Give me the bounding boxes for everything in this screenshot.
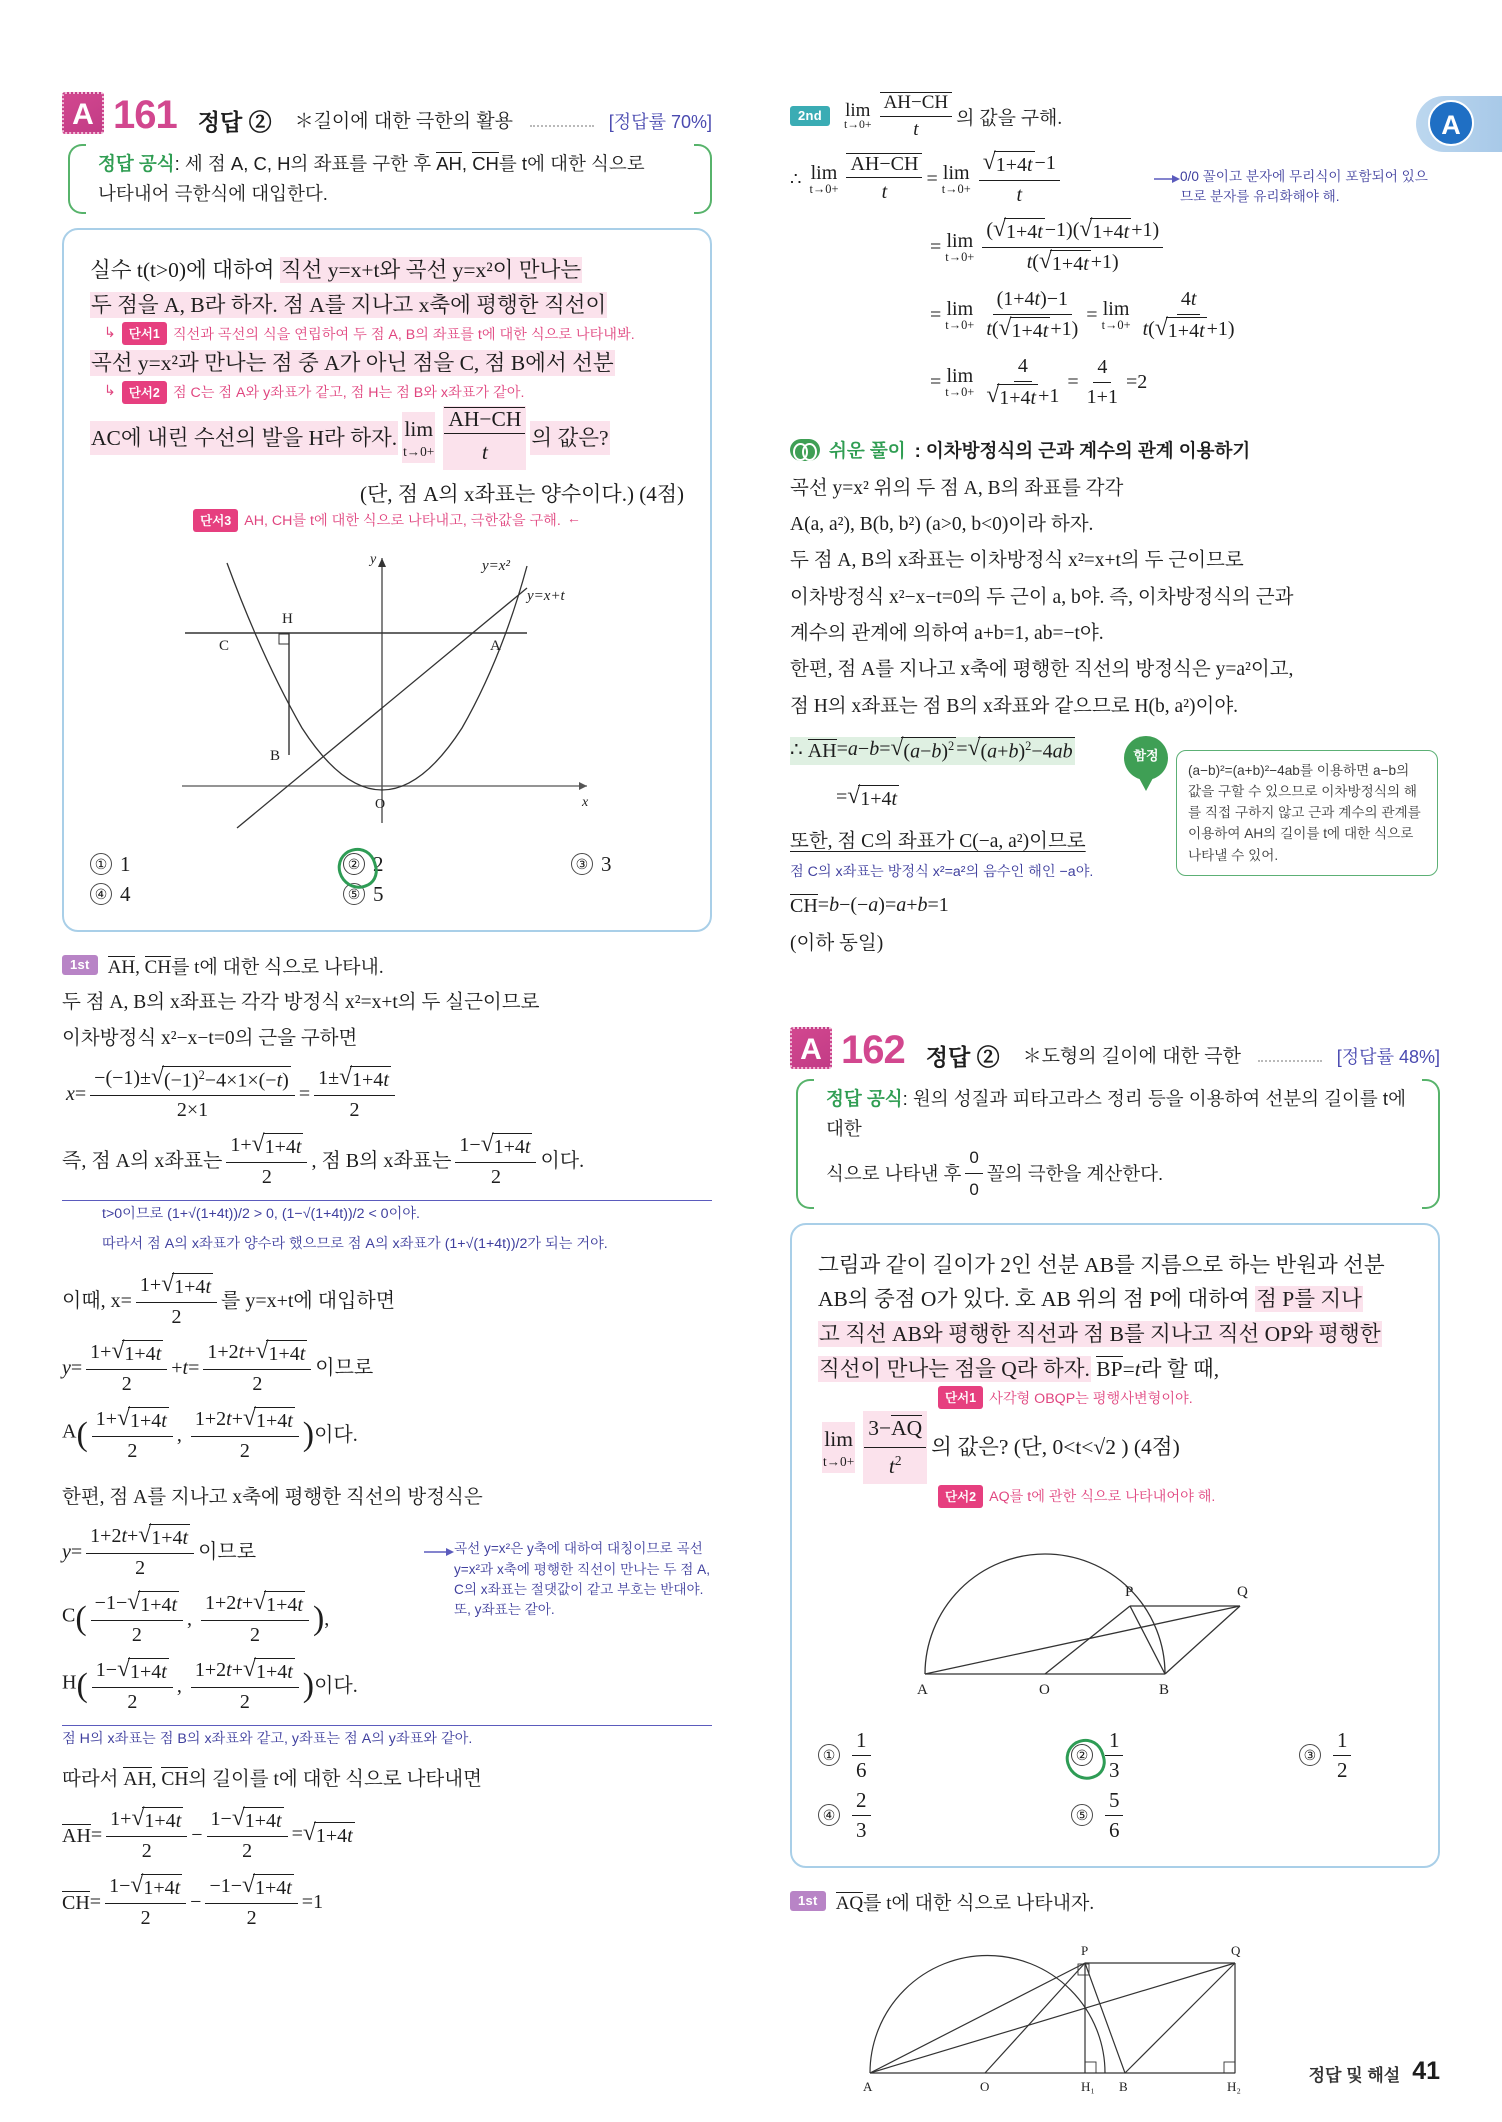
step1-p2: 이차방정식 x²−x−t=0의 근을 구하면 (62, 1028, 358, 1050)
CH-result: 1 (313, 1890, 324, 1913)
problem-162-formula-callout (796, 1079, 1440, 1209)
problem-161-number: 161 (113, 93, 177, 137)
choice162-row-1 (818, 1728, 1412, 1783)
hint-arrow-icon: ↳ (104, 325, 116, 341)
step1-substitute: 이때, x= 1+ √ 1+4t 2 를 y=x+t에 대입하면 (62, 1270, 396, 1328)
problem-161-rate: [정답률 70%] (608, 112, 712, 133)
quad-frac-2: 1± √ 1+4t 2 (314, 1066, 395, 1123)
step2-line3: = lim t→0+ (1+4t)−1 t( √ 1+4t +1) = lim t→0+ 4t t( √ 1+4t +1) (930, 287, 1235, 342)
choice162-num-5: 5 (1105, 1788, 1124, 1816)
q162-l2-plain: AB의 중점 O가 있다. 호 AB 위의 점 P에 대하여 (818, 1287, 1256, 1312)
binoculars-icon (790, 439, 820, 461)
formula-text-a: : 세 점 A, C, H의 좌표를 구한 후 (174, 153, 437, 174)
leader-dots (530, 125, 594, 127)
svg-text:A: A (490, 637, 501, 654)
problem-161-card (62, 228, 712, 932)
choice-text-1: 1 (120, 851, 131, 876)
step1-note-1: t>0이므로 (1+√(1+4t))/2 > 0, (1−√(1+4t))/2 < 0이야. (102, 1206, 420, 1223)
step1-point-C: C( −1− √ 1+4t 2 , 1+2t+ √ 1+4t 2 ) , (62, 1589, 330, 1647)
q162-hint-1 (938, 1386, 1412, 1409)
choice162-5[interactable] (1016, 1788, 1214, 1843)
step2-lim-sub: t→0+ (844, 118, 872, 132)
choice-mark-4: ④ (90, 883, 112, 905)
q162-lim-sub: t→0+ (823, 1453, 855, 1469)
q161-line4 (90, 406, 684, 470)
step2-tail: 의 값을 구해. (956, 107, 1063, 129)
point-H-tail: 이다. (314, 1675, 358, 1698)
right-column (790, 92, 1440, 2108)
q161-line2 (90, 289, 684, 322)
q162-hint-2 (938, 1485, 1412, 1508)
step1-point-A: A( 1+ √ 1+4t 2 , 1+2t+ √ 1+4t 2 ) 이다. (62, 1404, 358, 1462)
choice162-den-3: 2 (1336, 1757, 1348, 1782)
footer-label: 정답 및 해설 (1308, 2066, 1401, 2085)
svg-text:y: y (370, 551, 377, 567)
easy-l7: 점 H의 x좌표는 점 B의 x좌표와 같으므로 H(b, a²)이야. (790, 695, 1239, 717)
side-note-3-text: 곡선 y=x²은 y축에 대하여 대칭이므로 곡선 y=x²과 x축에 평행한 직선이 만나는 두 점 A, C의 x좌표는 절댓값이 같고 부호는 반대야. 또, y좌표는 같아. (454, 1541, 710, 1618)
step-tail: 를 t에 대한 식으로 나타내. (171, 956, 384, 978)
step1-note-4: 점 H의 x좌표는 점 B의 x좌표와 같고, y좌표는 점 A의 y좌표와 같아. (62, 1731, 473, 1748)
fig2-label-P: P (1081, 1942, 1089, 1958)
step2-num: AH−CH (880, 92, 953, 117)
step1-note-2: 따라서 점 A의 x좌표가 양수라 했으므로 점 A의 x좌표가 (1+√(1+4t))/2가 되는 거야. (102, 1235, 608, 1252)
choice162-mark-3: ③ (1299, 1744, 1321, 1766)
q162-line2 (818, 1283, 1412, 1316)
choice-3[interactable] (486, 852, 684, 877)
problem-161-topic: ＊길이에 대한 극한의 활용 (294, 111, 513, 133)
easy-l12: (이하 동일) (790, 933, 884, 955)
svg-text:O: O (375, 796, 386, 812)
hint-text-162-1: 사각형 OBQP는 평행사변형이야. (989, 1390, 1193, 1407)
roots-text-a: 즉, 점 A의 x좌표는 (62, 1150, 223, 1173)
q161-l3-hl: 곡선 y=x²과 만나는 점 중 A가 아닌 점을 C, 점 B에서 선분 (91, 351, 614, 376)
roots-text-c: 이다. (540, 1150, 585, 1173)
step2-lim: lim (845, 100, 871, 122)
formula-text-b: , (461, 153, 473, 174)
easy-note-C: 점 C의 x좌표는 방정식 x²=a²의 음수인 해인 −a야. (790, 864, 1094, 881)
step-2nd-161 (790, 92, 1440, 141)
q161-hint-3 (90, 509, 684, 532)
easy-AH-result: = √ 1+4t (836, 782, 898, 810)
hint-text-3: AH, CH를 t에 대한 식으로 나타내고, 극한값을 구해. (244, 513, 561, 530)
bracket-left (796, 1079, 814, 1209)
svg-text:C: C (219, 637, 230, 654)
step-ovl-ah: AH (107, 956, 136, 978)
problem-161-badge: A (62, 92, 104, 134)
frac-numerator: AH−CH (444, 407, 525, 434)
step1-side-note-3 (454, 1539, 710, 1621)
bracket-right (1422, 1079, 1440, 1209)
choice-5[interactable] (288, 882, 486, 907)
choice162-mark-1: ① (818, 1744, 840, 1766)
choice162-num-1: 1 (852, 1728, 871, 1756)
bracket-left (68, 144, 86, 214)
step-ovl-ch: CH (144, 956, 172, 978)
step1-p7: 한편, 점 A를 지나고 x축에 평행한 직선의 방정식은 (62, 1486, 483, 1508)
easy-l3: 두 점 A, B의 x좌표는 이차방정식 x²=x+t의 두 근이므로 (790, 550, 1244, 572)
easy-l10: 또한, 점 C의 좌표가 C(−a, a²)이므로 (790, 830, 1086, 852)
step1-line-eq: y = 1+2t+ √ 1+4t 2 이므로 (62, 1522, 257, 1580)
formula-line2: 나타내어 극한식에 대입한다. (98, 182, 328, 204)
easy-l4: 이차방정식 x²−x−t=0의 두 근이 a, b야. 즉, 이차방정식의 근과 (790, 586, 1294, 608)
hint-tag-162-1: 단서1 (938, 1386, 983, 1409)
q161-hint-1 (104, 322, 684, 345)
choice-row-1 (90, 852, 684, 877)
choice162-mark-2: ② (1071, 1744, 1093, 1766)
final-frac-den: 1+1 (1086, 385, 1118, 408)
trap-note-box (1176, 750, 1438, 876)
fig162-label-Q: Q (1237, 1583, 1248, 1600)
step2-line1: ∴ lim t→0+ $\frac{AH-CH}{t}$ = lim t→0+ √ 1+4t −1 t (790, 151, 1440, 208)
q161-l1-plain: 실수 t(t>0)에 대하여 (90, 257, 280, 282)
fig2-label-B: B (1119, 2078, 1128, 2094)
problem-161-header (62, 92, 712, 137)
problem-162-card (790, 1223, 1440, 1868)
easy-title-2: : 이차방정식의 근과 계수의 관계 이용하기 (914, 439, 1251, 461)
problem-162-answer: 정답 ② (925, 1043, 1000, 1070)
step-tag-162-1st: 1st (790, 1891, 826, 1911)
svg-text:y=x²: y=x² (482, 557, 510, 574)
choice162-den-2: 3 (1108, 1757, 1120, 1782)
problem-162-topic: ＊도형의 길이에 대한 극한 (1022, 1045, 1241, 1067)
point-A-tail: 이다. (314, 1423, 358, 1446)
choice162-mark-4: ④ (818, 1804, 840, 1826)
lim-word: lim (404, 417, 434, 442)
step-1st-161 (62, 952, 712, 979)
q162-l2-hl: 점 P를 지나 (1256, 1287, 1362, 1312)
formula-162-fden: 0 (969, 1180, 979, 1200)
step-2nd-title (840, 92, 1062, 141)
choice-text-4: 4 (120, 881, 131, 906)
choice-mark-2: ② (343, 853, 365, 875)
choice-text-5: 5 (372, 881, 384, 906)
svg-text:y=x+t: y=x+t (527, 587, 565, 604)
trap-note-text: (a−b)²=(a+b)²−4ab를 이용하면 a−b의 값을 구할 수 있으므로 이차방정식의 해를 직접 구하지 않고 근과 계수의 관계를 이용하여 AH의 길이를 t에 대한 식으로 나타낼 수 있어. (1188, 762, 1421, 863)
leader-dots (1258, 1060, 1322, 1062)
step162-ovl-aq: AQ (835, 1892, 864, 1914)
choice-1[interactable] (90, 852, 288, 877)
easy-l2: A(a, a²), B(b, b²) (a>0, b<0)이라 하자. (790, 513, 1094, 535)
fig2-label-H1: H₁ (1081, 2078, 1095, 2094)
trap-pin-label: 함정 (1133, 747, 1159, 763)
q162-l4-hl: 직선이 만나는 점을 Q라 하자. (819, 1356, 1090, 1381)
roots-text-b: , 점 B의 x좌표는 (311, 1150, 452, 1173)
choice162-2[interactable] (1016, 1728, 1214, 1783)
easy-l1: 곡선 y=x² 위의 두 점 A, B의 좌표를 각각 (790, 477, 1124, 499)
note-underline-1 (62, 1200, 712, 1201)
easy-AH-derivation: ∴ AH =a−b= √ $(a-b)^2$ = √ $(a+b)^2-4ab$ (790, 735, 1073, 763)
choice-text-2: 2 (372, 851, 384, 876)
step162-tail: 를 t에 대한 식으로 나타내자. (863, 1892, 1095, 1914)
fig162-label-O: O (1039, 1681, 1050, 1698)
subst-text-b: 를 y=x+t에 대입하면 (221, 1289, 396, 1312)
final-frac-num: 4 (1093, 355, 1111, 383)
choice162-den-5: 6 (1108, 1817, 1120, 1842)
problem-161-choices (90, 852, 684, 907)
step2-limit-block (790, 148, 1440, 208)
q162-l5-tail: 의 값은? (단, 0<t<√2 ) (4점) (931, 1435, 1180, 1460)
step-162-title (836, 1888, 1094, 1915)
problem-161-answer: 정답 ② (197, 108, 272, 135)
fig2-label-Q: Q (1231, 1942, 1241, 1958)
problem-161-figure (127, 538, 647, 838)
problem-162-header (790, 1027, 1440, 1072)
note-arrow-icon (1154, 172, 1180, 186)
fig2-label-H2: H₂ (1227, 2078, 1241, 2094)
choice-text-3: 3 (600, 851, 612, 876)
choice162-den-1: 6 (856, 1757, 867, 1782)
hint-tag-162-2: 단서2 (938, 1485, 983, 1508)
svg-text:x: x (582, 794, 589, 810)
hint-text-2: 점 C는 점 A와 y좌표가 같고, 점 H는 점 B와 x좌표가 같아. (172, 385, 525, 402)
step1-AH-calc: AH = 1+ √ 1+4t 2 − 1− √ 1+4t 2 = √ 1+4t (62, 1804, 353, 1862)
easy-title-1: 쉬운 풀이 (829, 439, 906, 461)
step2-note-text: 0/0 꼴이고 분자에 무리식이 포함되어 있으므로 분자를 유리화해야 해. (1180, 168, 1428, 204)
q161-fraction (443, 406, 526, 470)
formula-162-l2b: 꼴의 극한을 계산한다. (986, 1162, 1164, 1184)
easy-l5: 계수의 관계에 의하여 a+b=1, ab=−t야. (790, 622, 1104, 644)
lim-subscript: t→0+ (403, 444, 435, 460)
note-arrow-icon (424, 1545, 454, 1559)
bracket-right (694, 144, 712, 214)
q161-line1 (90, 254, 684, 287)
easy-CH-calc: CH =b−(−a)=a+b=1 (790, 894, 949, 918)
choice-4[interactable] (90, 882, 288, 907)
easy-solution-header (790, 437, 1440, 463)
q161-limit (402, 412, 435, 463)
q161-line3 (90, 347, 684, 380)
problem-161-formula-callout (68, 144, 712, 214)
step-mid: , (135, 956, 145, 978)
formula-162-line2 (826, 1144, 1410, 1204)
formula-label: 정답 공식 (98, 153, 175, 174)
hint-text-1: 직선과 곡선의 식을 연립하여 두 점 A, B의 좌표를 t에 대한 식으로 나타내봐. (172, 326, 635, 343)
line-eq-tail: 이므로 (198, 1541, 257, 1564)
frac-denominator: t (481, 440, 488, 465)
step-1st-162 (790, 1888, 1440, 1915)
problem-162-number: 162 (841, 1027, 905, 1072)
step1-quadratic: x = −(−1)± √ $(-1)^2-4\times 1\times(-t)$ 2×1 = 1± √ 1+4t 2 (66, 1066, 712, 1124)
problem-162-figure (865, 1514, 1365, 1714)
choice-row-2 (90, 882, 684, 907)
q162-line5: lim t→0+ $\frac{3-AQ}{t^2}$ 의 값은? (단, 0<t<√2 ) (4점) (818, 1411, 1412, 1483)
q162-line4: 직선이 만나는 점을 Q라 하자. BP=t라 할 때, (819, 1356, 1220, 1381)
q162-line3 (818, 1318, 1412, 1351)
hint-arrow-icon: ↳ (104, 384, 116, 400)
problem-162-choices (818, 1728, 1412, 1843)
q162-line1: 그림과 같이 길이가 2인 선분 AB를 지름으로 하는 반원과 선분 (818, 1252, 1385, 1277)
problem-162-rate: [정답률 48%] (1336, 1047, 1440, 1068)
choice162-4[interactable] (818, 1788, 1016, 1843)
formula-label-162: 정답 공식 (826, 1087, 903, 1109)
choice162-num-2: 1 (1105, 1728, 1124, 1756)
q161-l4-hl: AC에 내린 수선의 발을 H라 하자. (90, 421, 398, 456)
fig2-label-A: A (863, 2078, 873, 2094)
y-value-tail: 이므로 (315, 1356, 374, 1379)
step1-p1: 두 점 A, B의 x좌표는 각각 방정식 x²=x+t의 두 실근이므로 (62, 991, 540, 1013)
fig162-label-A: A (917, 1681, 928, 1698)
q162-lim: lim (824, 1427, 853, 1452)
footer-page-number: 41 (1412, 2057, 1440, 2085)
step2-den: t (913, 118, 919, 140)
step1-CH-calc: CH = 1− √ 1+4t 2 − −1− √ 1+4t 2 = 1 (62, 1871, 324, 1929)
formula-162-l2a: 식으로 나타낸 후 (826, 1162, 962, 1184)
easy-l6: 한편, 점 A를 지나고 x축에 평행한 직선의 방정식은 y=a²이고, (790, 659, 1294, 681)
formula-162-fnum: 0 (965, 1144, 982, 1175)
hint-tag-2: 단서2 (122, 381, 167, 404)
quad-frac-1: −(−1)± √ $(-1)^2-4\times 1\times(-t)$ 2×1 (90, 1066, 295, 1124)
q161-condition: (단, 점 A의 x좌표는 양수이다.) (4점) (359, 481, 684, 506)
q162-l3-hl: 고 직선 AB와 평행한 직선과 점 B를 지나고 직선 OP와 평행한 (819, 1322, 1381, 1347)
step1-roots: 즉, 점 A의 x좌표는 1+ √ 1+4t 2 , 점 B의 x좌표는 1− √ 1+4t 2 이다. (62, 1131, 585, 1189)
step2-side-note (1180, 167, 1430, 208)
step-tag-2nd: 2nd (790, 106, 830, 126)
choice-mark-1: ① (90, 853, 112, 875)
step2-line4: = lim t→0+ 4 √ 1+4t +1 = $\frac{4}{1+1}$ = 2 (930, 354, 1148, 409)
trap-pin-icon (1124, 736, 1168, 780)
step1-y-value: y = 1+ √ 1+4t 2 +t= 1+2t+ √ 1+4t 2 이므로 (62, 1337, 374, 1395)
step-1st-title (108, 952, 384, 979)
choice-mark-5: ⑤ (343, 883, 365, 905)
choice162-den-4: 3 (856, 1817, 867, 1842)
step1-p9: 따라서 AH, CH의 길이를 t에 대한 식으로 나타내면 (62, 1769, 482, 1791)
q161-hint-2 (104, 381, 684, 404)
hint-tag-3: 단서3 (193, 509, 238, 532)
choice162-1[interactable] (818, 1728, 1016, 1783)
svg-text:H: H (282, 610, 293, 627)
formula-ovl-ah: AH (436, 153, 462, 174)
svg-text:B: B (270, 747, 281, 764)
choice162-num-4: 2 (852, 1788, 871, 1816)
choice162-3[interactable] (1214, 1728, 1412, 1783)
formula-ovl-ch: CH (472, 153, 499, 174)
fig162-label-P: P (1125, 1583, 1134, 1600)
choice162-row-2 (818, 1788, 1412, 1843)
corner-section-letter: A (1428, 100, 1474, 146)
choice-mark-3: ③ (571, 853, 593, 875)
page-footer (1309, 2057, 1440, 2086)
q161-l4-tail: 의 값은? (530, 421, 609, 456)
fig2-label-O: O (980, 2078, 990, 2094)
choice-2[interactable] (288, 852, 486, 877)
hint-arrow-icon: ← (566, 512, 581, 528)
note-underline-2 (62, 1725, 712, 1726)
left-column (62, 92, 712, 1941)
q161-l1-hl: 직선 y=x+t와 곡선 y=x²이 만나는 (280, 257, 582, 282)
fig162-label-B: B (1159, 1681, 1170, 1698)
step2-line2: = lim t→0+ ( √ 1+4t −1)( √ 1+4t +1) t( √ 1+4t +1) (930, 218, 1440, 277)
step1-point-H: H( 1− √ 1+4t 2 , 1+2t+ √ 1+4t 2 ) 이다. (62, 1656, 358, 1714)
step-tag-1st: 1st (62, 955, 98, 975)
formula-text-c: 를 t에 대한 식으로 (498, 153, 645, 174)
formula-162-line1: : 원의 성질과 피타고라스 정리 등을 이용하여 선분의 길이를 t에 대한 (826, 1087, 1406, 1139)
choice162-num-3: 1 (1333, 1728, 1352, 1756)
hint-text-162-2: AQ를 t에 관한 식으로 나타내어야 해. (989, 1489, 1216, 1506)
final-value: 2 (1137, 370, 1148, 393)
q161-l2-hl: 두 점을 A, B라 하자. 점 A를 지나고 x축에 평행한 직선이 (91, 292, 607, 317)
subst-text-a: 이때, x= (62, 1289, 132, 1312)
hint-tag-1: 단서1 (122, 322, 167, 345)
problem-162-badge: A (790, 1027, 832, 1069)
choice162-mark-5: ⑤ (1071, 1804, 1093, 1826)
